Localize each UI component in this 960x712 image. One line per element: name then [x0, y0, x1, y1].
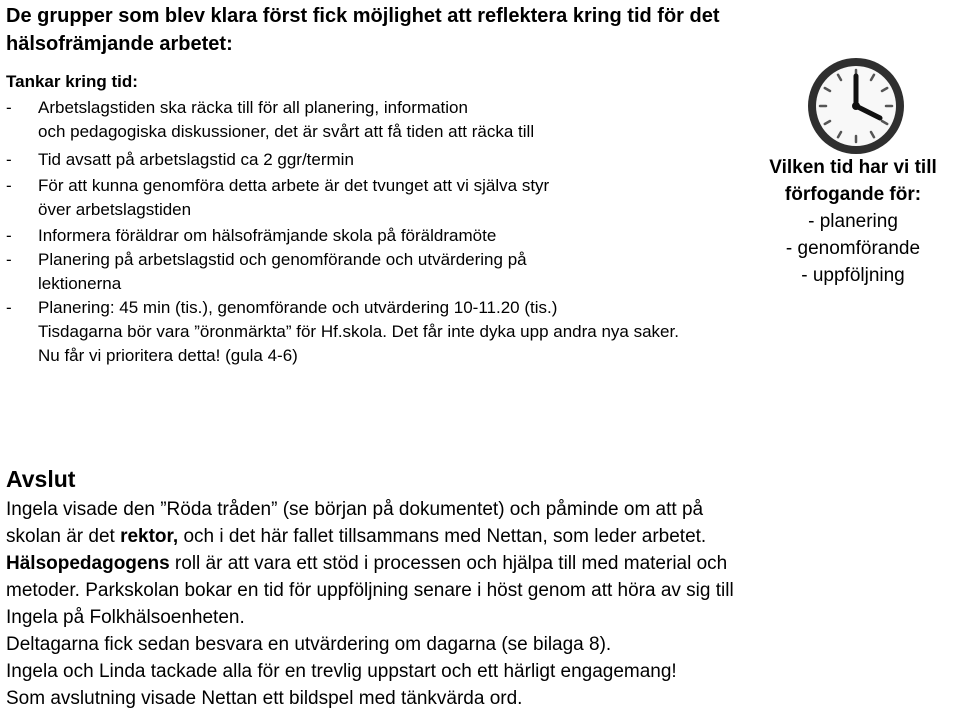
callout-question-line2: förfogande för:: [784, 184, 922, 205]
bullet-continuation: Tisdagarna bör vara ”öronmärkta” för Hf.skola. Det får inte dyka upp andra nya saker.: [38, 322, 679, 341]
paragraph-line: Deltagarna fick sedan besvara en utvärdering om dagarna (se bilaga 8).: [6, 634, 612, 655]
paragraph-line: Ingela och Linda tackade alla för en trevlig uppstart och ett härligt engagemang!: [6, 661, 677, 682]
paragraph-line: Hälsopedagogens roll är att vara ett stöd i processen och hjälpa till med material och: [6, 553, 728, 574]
bullet-item: - Planering: 45 min (tis.), genomförande och utvärdering 10-11.20 (tis.): [6, 298, 558, 317]
bullet-item: - Arbetslagstiden ska räcka till för all planering, information: [6, 98, 468, 117]
bullet-continuation: och pedagogiska diskussioner, det är svårt att få tiden att räcka till: [38, 122, 535, 141]
bullet-continuation: lektionerna: [38, 274, 122, 293]
paragraph-line: metoder. Parkskolan bokar en tid för uppföljning senare i höst genom att höra av sig till: [6, 580, 734, 601]
bullet-item: - Informera föräldrar om hälsofrämjande skola på föräldramöte: [6, 226, 497, 245]
time-callout: [738, 154, 960, 289]
bullet-continuation: Nu får vi prioritera detta! (gula 4-6): [38, 346, 298, 365]
paragraph-line: skolan är det rektor, och i det här fallet tillsammans med Nettan, som leder arbetet.: [6, 526, 707, 547]
callout-item: - planering: [808, 211, 898, 232]
section-title-avslut: Avslut: [6, 466, 76, 492]
callout-item: - genomförande: [785, 238, 921, 259]
section-title-tankar: Tankar kring tid:: [6, 72, 138, 91]
bullet-item: - Tid avsatt på arbetslagstid ca 2 ggr/termin: [6, 150, 354, 169]
clock-icon: [804, 54, 908, 158]
paragraph-line: Ingela på Folkhälsoenheten.: [6, 607, 245, 628]
bullet-item: - Planering på arbetslagstid och genomförande och utvärdering på: [6, 250, 527, 269]
callout-item: - uppföljning: [801, 265, 905, 286]
paragraph-line: Som avslutning visade Nettan ett bildspel med tänkvärda ord.: [6, 688, 523, 709]
page-heading: De grupper som blev klara först fick möjlighet att reflektera kring tid för det hälsofrämjande arbetet:: [6, 5, 720, 55]
paragraph-line: Ingela visade den ”Röda tråden” (se början på dokumentet) och påminde om att på: [6, 499, 704, 520]
bullet-item: - För att kunna genomföra detta arbete är det tvunget att vi själva styr: [6, 176, 550, 195]
bullet-continuation: över arbetslagstiden: [38, 200, 192, 219]
callout-question-line1: Vilken tid har vi till: [769, 157, 937, 178]
